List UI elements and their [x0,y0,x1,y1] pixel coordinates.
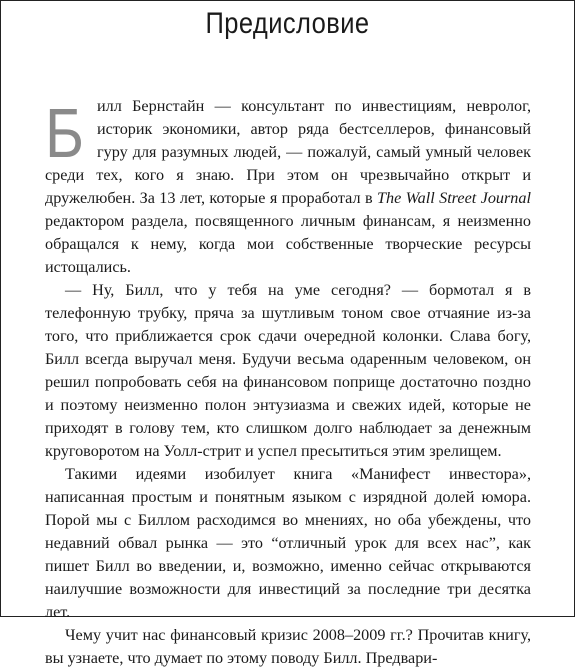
body-text [45,95,531,670]
paragraph-4: Чему учит нас финансовый кризис 2008–2009 гг.? Прочитав книгу, вы узнаете, что думает по этому поводу Билл. Предвари- [45,626,531,667]
paragraph-2: — Ну, Билл, что у тебя на уме сегодня? — бормотал я в телефонную трубку, пряча за шутливым тоном свое отчаяние из-за того, что приближается срок сдачи очередной колонки. Слава богу, Билл всегда выручал меня. Будучи весьма одаренным человеком, он решил попробовать себя на финансовом поприще достаточно поздно и поэтому неизменно полон энтузиазма и свежих идей, которые не приходят в голову тем, кто слишком долго наблюдает за денежным круговоротом на Уолл-стрит и успел пресытиться этим зрелищем. [45,281,531,460]
page-title: Предисловие [205,7,370,40]
drop-cap: Б [45,94,85,172]
paragraph-1-text-b: редактором раздела, посвященного личным финансам, я неизменно обращался к нему, когда мои собственные творческие ресурсы истощались. [45,212,531,276]
newspaper-title: The Wall Street Journal [376,189,531,207]
paragraph-1-text-a: илл Бернстайн — консультант по инвестициям, невролог, историк экономики, автор ряда бестселлеров, финансовый гуру для разумных людей, — пожалуй, самый умный человек среди тех, кого я знаю. При этом он чрезвычайно открыт и дружелюбен. За 13 лет, которые я проработал в [45,97,531,207]
paragraph-1 [45,95,531,279]
paragraph-3: Такими идеями изобилует книга «Манифест инвестора», написанная простым и понятным языком с изрядной долей юмора. Порой мы с Биллом расходимся во мнениях, но оба убеждены, что недавний обвал рынка — это “отличный урок для всех нас”, как пишет Билл во введении, и, возможно, именно сейчас открываются наилучшие возможности для инвестиций за последние три десятка лет. [45,465,531,621]
